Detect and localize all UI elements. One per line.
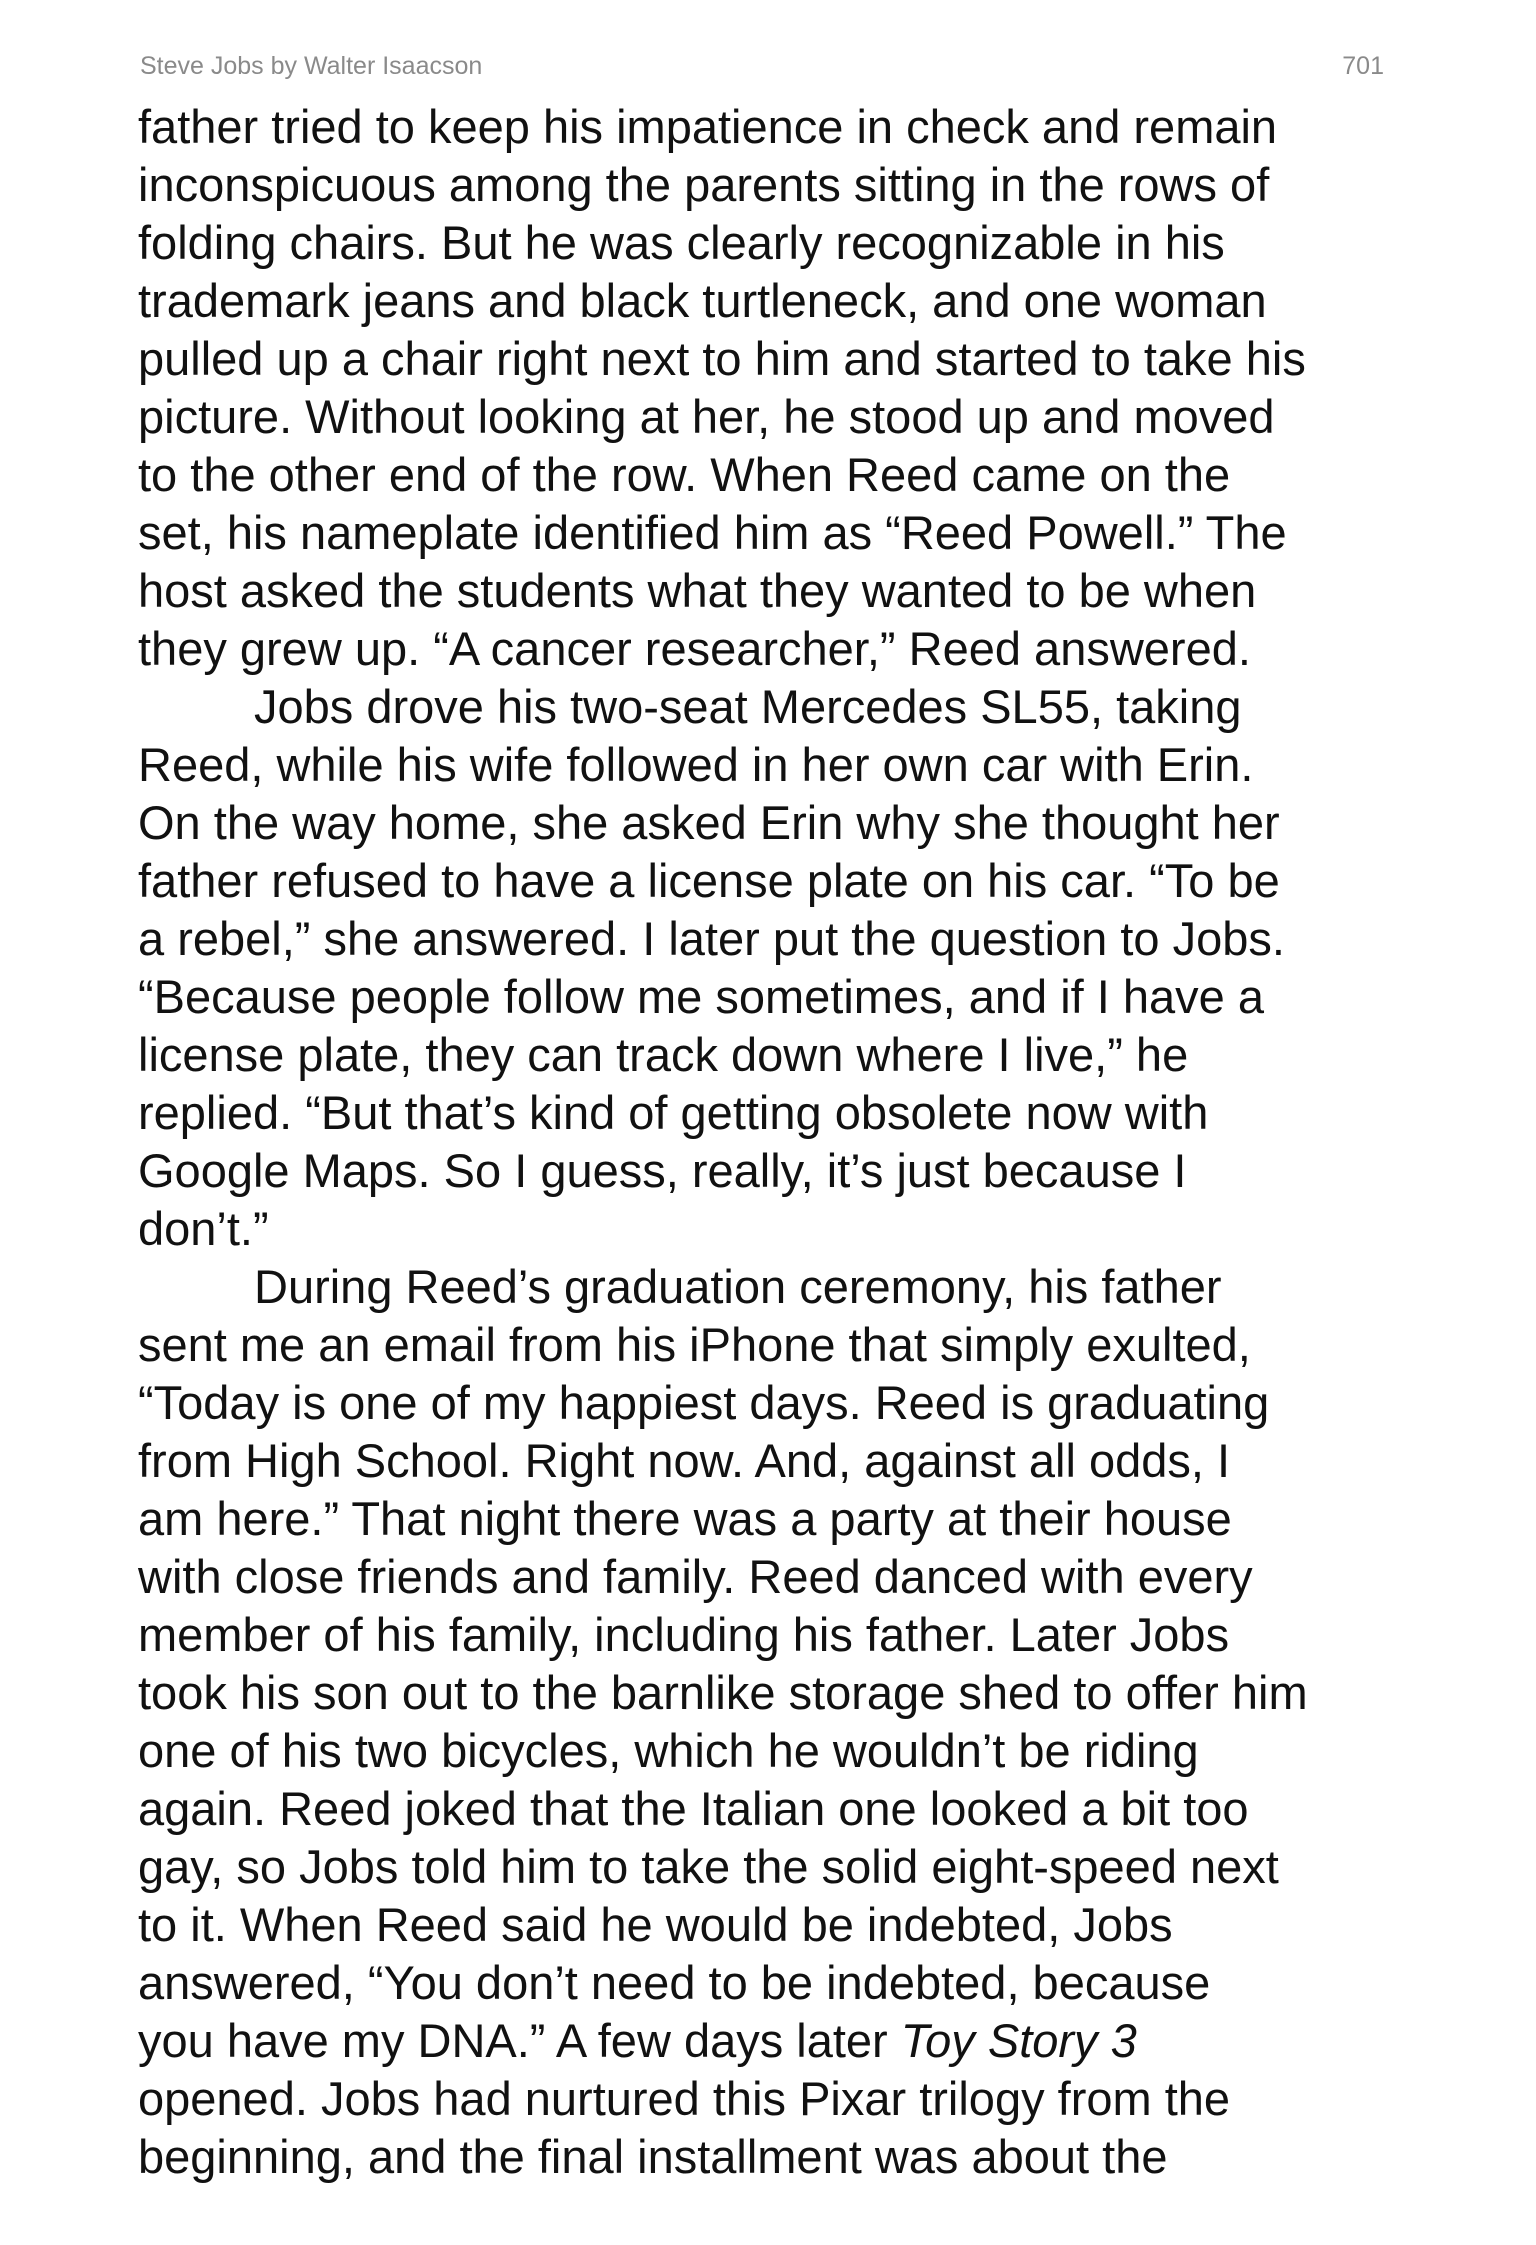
text-line: opened. Jobs had nurtured this Pixar trilogy from the xyxy=(138,2072,1231,2125)
text-line: again. Reed joked that the Italian one looked a bit too xyxy=(138,1782,1249,1835)
text-line: a rebel,” she answered. I later put the question to Jobs. xyxy=(138,912,1285,965)
text-line: trademark jeans and black turtleneck, and one woman xyxy=(138,274,1267,327)
text-line: replied. “But that’s kind of getting obsolete now with xyxy=(138,1086,1209,1139)
paragraph-start-line: Jobs drove his two-seat Mercedes SL55, taking xyxy=(254,680,1242,733)
text-line: father tried to keep his impatience in check and remain xyxy=(138,100,1278,153)
running-header xyxy=(140,50,1384,82)
text-line: sent me an email from his iPhone that simply exulted, xyxy=(138,1318,1251,1371)
text-line: inconspicuous among the parents sitting in the rows of xyxy=(138,158,1270,211)
text-line: member of his family, including his father. Later Jobs xyxy=(138,1608,1230,1661)
text-line: “Today is one of my happiest days. Reed is graduating xyxy=(138,1376,1270,1429)
text-line: am here.” That night there was a party at their house xyxy=(138,1492,1232,1545)
text-line: to it. When Reed said he would be indebted, Jobs xyxy=(138,1898,1173,1951)
text-line: pulled up a chair right next to him and started to take his xyxy=(138,332,1306,385)
text-line: Reed, while his wife followed in her own car with Erin. xyxy=(138,738,1254,791)
text-line: don’t.” xyxy=(138,1202,269,1255)
book-title: Steve Jobs by Walter Isaacson xyxy=(140,51,483,80)
text-line-with-title xyxy=(138,2012,1438,2070)
text-line: picture. Without looking at her, he stood up and moved xyxy=(138,390,1275,443)
text-line: they grew up. “A cancer researcher,” Reed answered. xyxy=(138,622,1251,675)
line-prefix: you have my DNA.” A few days later xyxy=(138,2014,901,2067)
text-line: host asked the students what they wanted to be when xyxy=(138,564,1257,617)
paragraph-start-line: During Reed’s graduation ceremony, his father xyxy=(254,1260,1222,1313)
text-line: “Because people follow me sometimes, and if I have a xyxy=(138,970,1264,1023)
text-line: answered, “You don’t need to be indebted, because xyxy=(138,1956,1211,2009)
text-line: beginning, and the final installment was about the xyxy=(138,2130,1168,2183)
text-line: with close friends and family. Reed danced with every xyxy=(138,1550,1253,1603)
text-line: Google Maps. So I guess, really, it’s just because I xyxy=(138,1144,1187,1197)
text-line: one of his two bicycles, which he wouldn’t be riding xyxy=(138,1724,1199,1777)
text-line: On the way home, she asked Erin why she thought her xyxy=(138,796,1280,849)
page-number: 701 xyxy=(1342,51,1384,80)
text-line: father refused to have a license plate on his car. “To be xyxy=(138,854,1280,907)
page-body xyxy=(138,98,1438,2186)
text-line: set, his nameplate identified him as “Reed Powell.” The xyxy=(138,506,1287,559)
text-line: from High School. Right now. And, against all odds, I xyxy=(138,1434,1231,1487)
text-line: folding chairs. But he was clearly recognizable in his xyxy=(138,216,1225,269)
text-line: to the other end of the row. When Reed came on the xyxy=(138,448,1231,501)
film-title: Toy Story 3 xyxy=(900,2014,1137,2067)
text-line: took his son out to the barnlike storage shed to offer him xyxy=(138,1666,1308,1719)
text-line: license plate, they can track down where I live,” he xyxy=(138,1028,1189,1081)
text-line: gay, so Jobs told him to take the solid eight-speed next xyxy=(138,1840,1279,1893)
